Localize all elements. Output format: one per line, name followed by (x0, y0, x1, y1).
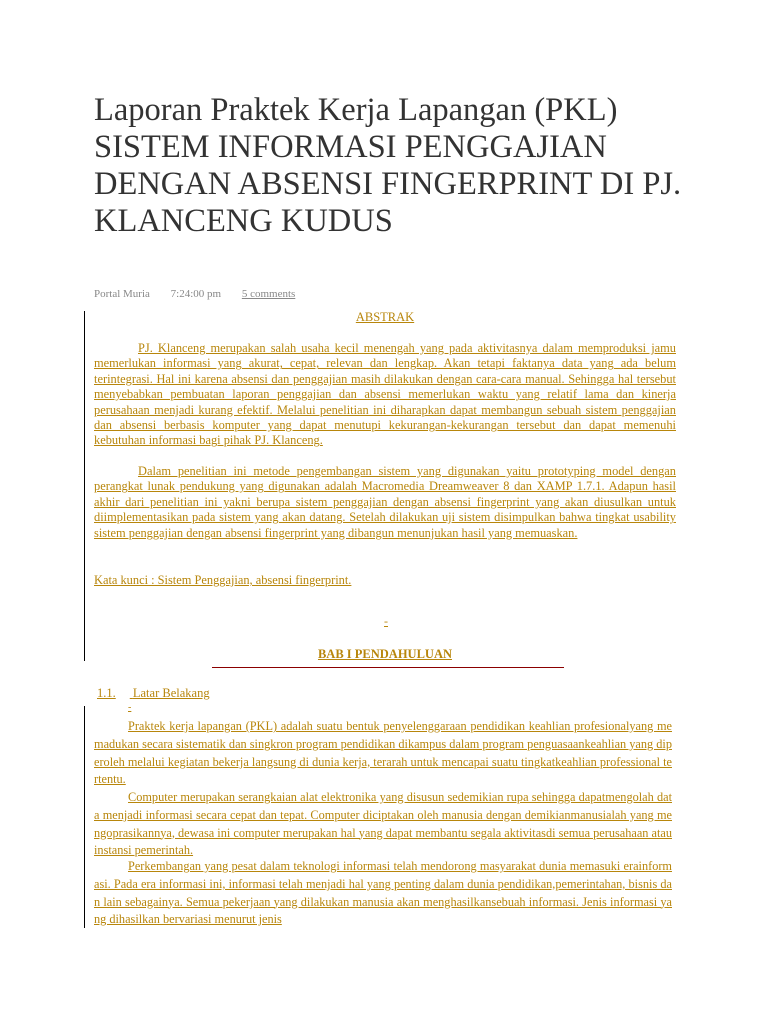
body-paragraph-3-text[interactable]: Perkembangan yang pesat dalam teknologi informasi telah mendorong masyarakat dunia memasuki erainformasi. Pada era informasi ini, informasi telah menjadi hal yang penting dalam dunia pendidikan,pemerintahan, bisnis dan lain sebagainya. Semua pekerjaan yang dilakukan manusia akan menghasilkansebuah informasi. Jenis informasi yang dihasilkan bervariasi menurut jenis (94, 859, 672, 927)
left-border-line (84, 706, 85, 928)
abstract-paragraph-1[interactable] (94, 341, 676, 449)
post-meta (94, 288, 295, 300)
post-time[interactable]: 7:24:00 pm (170, 288, 222, 300)
abstract-paragraph-1-text[interactable]: PJ. Klanceng merupakan salah usaha kecil menengah yang pada aktivitasnya dalam memproduksi jamu memerlukan informasi yang akurat, cepat, relevan dan lengkap. Akan tetapi faktanya data yang ada belum terintegrasi. Hal ini karena absensi dan penggajian masih dilakukan dengan cara-cara manual. Sehingga hal tersebut menyebabkan pembuatan laporan penggajian dan absensi memerlukan waktu yang relatif lama dan kinerja perusahaan menjadi kurang efektif. Melalui penelitian ini diharapkan dapat membangun sebuah sistem penggajian dan absensi berbasis komputer yang dapat menutupi kekurangan-kekurangan tersebut dan dapat memenuhi kebutuhan informasi bagi pihak PJ. Klanceng. (94, 341, 676, 448)
abstract-heading[interactable]: ABSTRAK (355, 310, 415, 324)
chapter-rule (212, 667, 564, 668)
section-heading[interactable] (97, 686, 210, 701)
body-paragraph-3[interactable] (94, 858, 672, 929)
body-paragraph-1[interactable] (94, 718, 672, 789)
separator-dash[interactable]: - (384, 614, 388, 628)
keywords[interactable]: Kata kunci : Sistem Penggajian, absensi fingerprint. (94, 573, 352, 587)
left-border-line (84, 311, 85, 661)
abstract-paragraph-2-text[interactable]: Dalam penelitian ini metode pengembangan sistem yang digunakan yaitu prototyping model dengan perangkat lunak pendukung yang digunakan adalah Macromedia Dreamweaver 8 dan XAMP 1.7.1. Adapun hasil akhir dari penelitian ini yakni berupa sistem penggajian dengan absensi fingerprint yang akan diusulkan untuk diimplementasikan pada sistem yang akan datang. Setelah dilakukan uji sistem disimpulkan bahwa tingkat usability sistem penggajian dengan absensi fingerprint yang dibangun menunjukan hasil yang memuaskan. (94, 464, 676, 540)
section-dash[interactable]: - (128, 702, 132, 713)
comments-link[interactable]: 5 comments (241, 288, 296, 300)
post-author[interactable]: Portal Muria (94, 288, 150, 300)
post-title: Laporan Praktek Kerja Lapangan (PKL) SISTEM INFORMASI PENGGAJIAN DENGAN ABSENSI FINGERPRINT DI PJ. KLANCENG KUDUS (94, 92, 682, 239)
section-title[interactable]: Latar Belakang (132, 686, 210, 700)
body-paragraph-1-text[interactable]: Praktek kerja lapangan (PKL) adalah suatu bentuk penyelenggaraan pendidikan keahlian profesionalyang memadukan secara sistematik dan singkron program pendidikan dikampus dalam program penguasaankeahlian yang diperoleh melalui kegiatan bekerja langsung di dunia kerja, terarah untuk mencapai suatu tingkatkeahlian professional tertentu. (94, 719, 672, 787)
abstract-paragraph-2[interactable] (94, 464, 676, 541)
body-paragraph-2-text[interactable]: Computer merupakan serangkaian alat elektronika yang disusun sedemikian rupa sehingga dapatmengolah data menjadi informasi secara cepat dan tepat. Computer diciptakan oleh manusia dengan demikianmanusialah yang mengoprasikannya, dewasa ini computer merupakan hal yang dapat membantu segala aktivitasdi semua perusahaan atau instansi pemerintah. (94, 790, 672, 858)
chapter-heading[interactable]: BAB I PENDAHULUAN (317, 647, 453, 661)
section-number[interactable]: 1.1. (97, 686, 116, 700)
body-paragraph-2[interactable] (94, 789, 672, 860)
